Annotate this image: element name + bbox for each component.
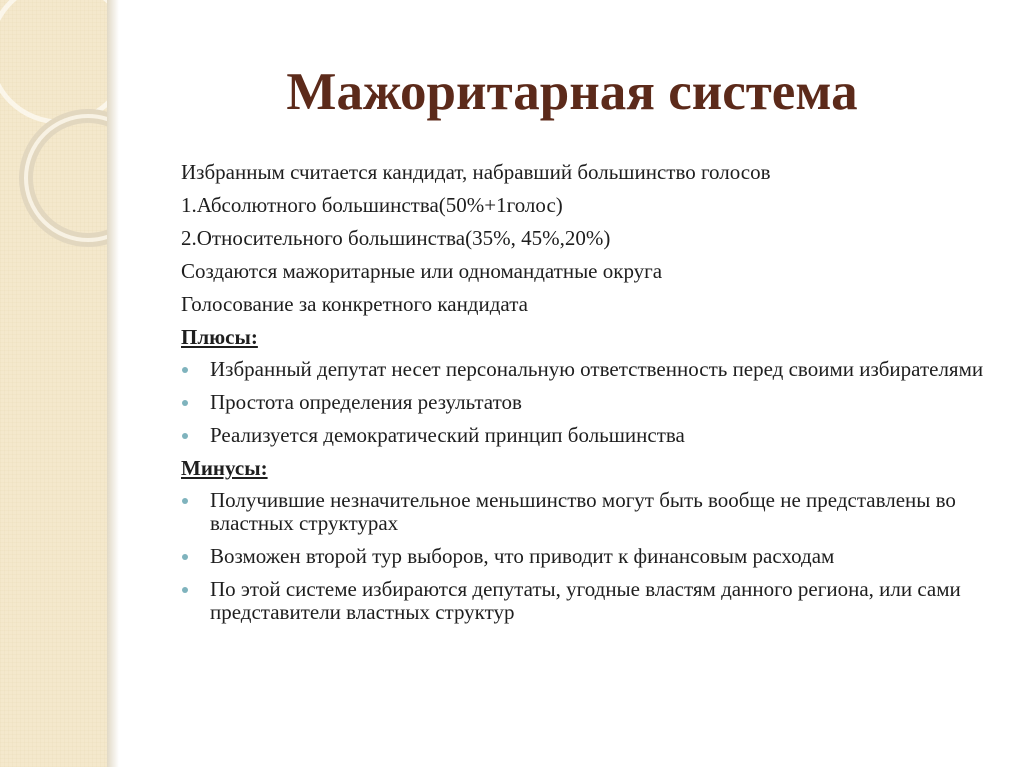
intro-line: 2.Относительного большинства(35%, 45%,20%) bbox=[181, 226, 611, 250]
decorative-sidebar bbox=[0, 0, 107, 767]
bullet-icon bbox=[182, 433, 188, 439]
slide-title: Мажоритарная система bbox=[286, 63, 858, 121]
intro-line: Голосование за конкретного кандидата bbox=[181, 292, 528, 316]
pros-item-text: Избранный депутат несет персональную ответственность перед своими избирателями bbox=[210, 357, 984, 381]
cons-heading: Минусы: bbox=[181, 456, 268, 480]
cons-list bbox=[181, 489, 1001, 624]
bullet-icon bbox=[182, 367, 188, 373]
pros-heading: Плюсы: bbox=[181, 325, 258, 349]
cons-list-item bbox=[181, 545, 1001, 568]
cons-list-item bbox=[181, 489, 1001, 535]
pros-list-item bbox=[181, 358, 1001, 381]
pros-list bbox=[181, 358, 1001, 447]
cons-list-item bbox=[181, 578, 1001, 624]
cons-item-text: Получившие незначительное меньшинство могут быть вообще не представлены во властных структурах bbox=[210, 488, 956, 535]
decorative-circles-icon bbox=[0, 0, 107, 767]
intro-line: Избранным считается кандидат, набравший большинство голосов bbox=[181, 160, 771, 184]
bullet-icon bbox=[182, 498, 188, 504]
pros-item-text: Простота определения результатов bbox=[210, 390, 522, 414]
cons-item-text: По этой системе избираются депутаты, угодные властям данного региона, или сами представители властных структур bbox=[210, 577, 961, 624]
bullet-icon bbox=[182, 587, 188, 593]
slide-content bbox=[181, 161, 1001, 634]
bullet-icon bbox=[182, 554, 188, 560]
pros-list-item bbox=[181, 391, 1001, 414]
intro-line: 1.Абсолютного большинства(50%+1голос) bbox=[181, 193, 563, 217]
pros-item-text: Реализуется демократический принцип большинства bbox=[210, 423, 685, 447]
bullet-icon bbox=[182, 400, 188, 406]
intro-line: Создаются мажоритарные или одномандатные округа bbox=[181, 259, 663, 283]
pros-list-item bbox=[181, 424, 1001, 447]
sidebar-shadow bbox=[107, 0, 119, 767]
cons-item-text: Возможен второй тур выборов, что приводит к финансовым расходам bbox=[210, 544, 835, 568]
